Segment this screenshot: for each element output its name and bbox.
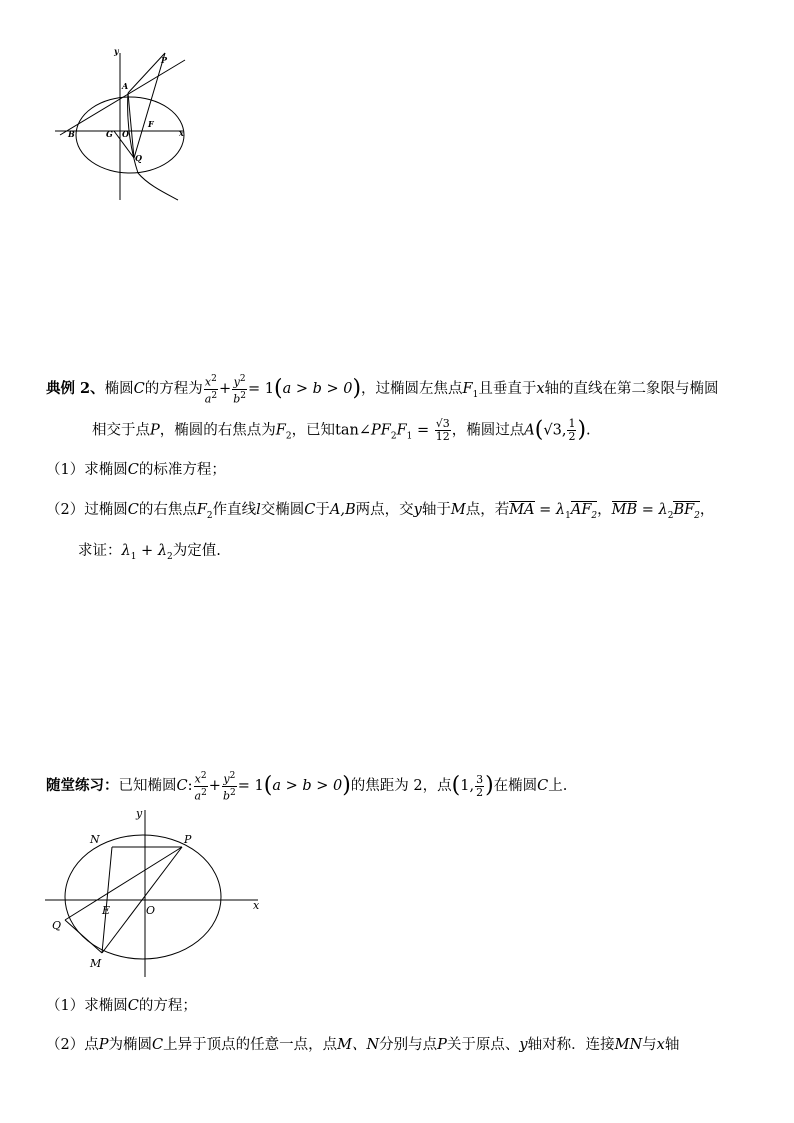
label-e: E [102, 904, 111, 917]
figure-ellipse-points [40, 805, 270, 985]
text: 轴的直线在第二象限与椭圆 [544, 381, 719, 398]
tan-angle: tan∠ [335, 422, 372, 439]
fraction-x2-a2: $\frac{x^2}{a^2}$ [194, 771, 207, 803]
text: ，已知 [291, 422, 336, 439]
condition: a > b > 0 [282, 381, 353, 398]
label-m: M [90, 957, 102, 970]
label-x: x [179, 128, 184, 138]
label-x: x [253, 899, 260, 912]
vector-ma: MA [509, 502, 535, 518]
practice-title: 随堂练习： [46, 777, 119, 795]
label-o: O [146, 904, 156, 917]
example2-q1: （1）求椭圆C的标准方程； [46, 462, 226, 478]
parabola-curve [128, 93, 178, 200]
example2-prove: 求证：$\lambda_1 + \lambda_2$为定值. [78, 543, 221, 562]
var-c: C [133, 381, 145, 398]
text: 且垂直于 [478, 381, 537, 398]
label-p: P [161, 55, 168, 65]
label-o: O [122, 129, 129, 139]
label-y: y [136, 807, 143, 820]
text: （1）求椭圆 [46, 462, 128, 478]
example2-title: 典例 2、 [46, 380, 105, 398]
vector-bf2: $BF_2$ [673, 501, 699, 524]
example2-line1: 典例 2、椭圆C的方程为 $\frac{x^2}{a^2}$ + $\frac{y^2}{b^2}$ = 1(a > b > 0)，过椭圆左焦点$F_1$且垂直于x轴的直线在第二象限与椭圆 [46, 374, 719, 406]
point-x: √3 [543, 422, 562, 439]
line-pq [134, 53, 165, 158]
label-q: Q [52, 919, 62, 932]
var-pf2f1: PF [371, 422, 391, 439]
text: 椭圆 [104, 381, 134, 398]
practice-q1: （1）求椭圆C的方程； [46, 998, 197, 1014]
fraction-3-2: $\frac{3}{2}$ [476, 772, 484, 799]
label-a: A [122, 81, 129, 91]
label-b: B [68, 129, 75, 139]
fraction-half: $\frac{1}{2}$ [568, 417, 576, 443]
practice-q2: （2）点P为椭圆C上异于顶点的任意一点，点M、N分别与点P关于原点、y轴对称．连接MN与x轴 [46, 1037, 680, 1053]
text: 相交于点 [92, 422, 150, 439]
text: 的标准方程； [138, 462, 226, 478]
fraction-y2-b2: $\frac{y^2}{b^2}$ [233, 374, 246, 406]
example2-q2: （2）过椭圆C的右焦点$F_2$作直线l交椭圆C于A,B两点，交y轴于M点，若MA = $\lambda_1AF_2$，MB = $\lambda_2BF_2$， [46, 500, 714, 526]
text: ，椭圆的右焦点为 [159, 422, 276, 439]
text: ，椭圆过点 [451, 422, 525, 439]
plus: + [219, 381, 232, 398]
figure-ellipse-tangent [50, 45, 195, 205]
label-n: N [90, 833, 100, 846]
text: ，过椭圆左焦点 [361, 381, 463, 398]
line-bp [60, 60, 185, 135]
vector-mb: MB [611, 502, 638, 518]
label-f: F [148, 119, 154, 129]
var-a: A [524, 422, 535, 439]
var-f1: F [462, 381, 473, 398]
vector-af2: $AF_2$ [571, 501, 597, 524]
var-x: x [536, 381, 545, 398]
label-p: P [184, 833, 192, 846]
fraction-y2-b2: $\frac{y^2}{b^2}$ [222, 771, 236, 803]
fraction-sqrt3-12: $\frac{√3}{12}$ [435, 417, 450, 443]
label-q: Q [135, 153, 142, 163]
practice-line1: 随堂练习：已知椭圆C: $\frac{x^2}{a^2}$ + $\frac{y^2}{b^2}$ = 1(a > b > 0)的焦距为 2，点(1, $\frac{3}{2}$ )在椭圆C上. [46, 771, 568, 803]
label-y: y [114, 46, 119, 56]
equals-one: = 1 [247, 381, 274, 398]
label-g: G [106, 129, 113, 139]
line-qm [65, 920, 102, 953]
example2-line2: 相交于点P，椭圆的右焦点为$F_2$，已知$\tan\angle PF_2F_1$ = $\frac{√3}{12}$ ，椭圆过点A(√3, $\frac{1}{2}$ ). [92, 417, 591, 443]
var-p: P [150, 422, 160, 439]
text: 的方程为 [144, 381, 203, 398]
fraction-x2-a2: $\frac{x^2}{a^2}$ [204, 374, 218, 406]
var-f2: F [275, 422, 286, 439]
